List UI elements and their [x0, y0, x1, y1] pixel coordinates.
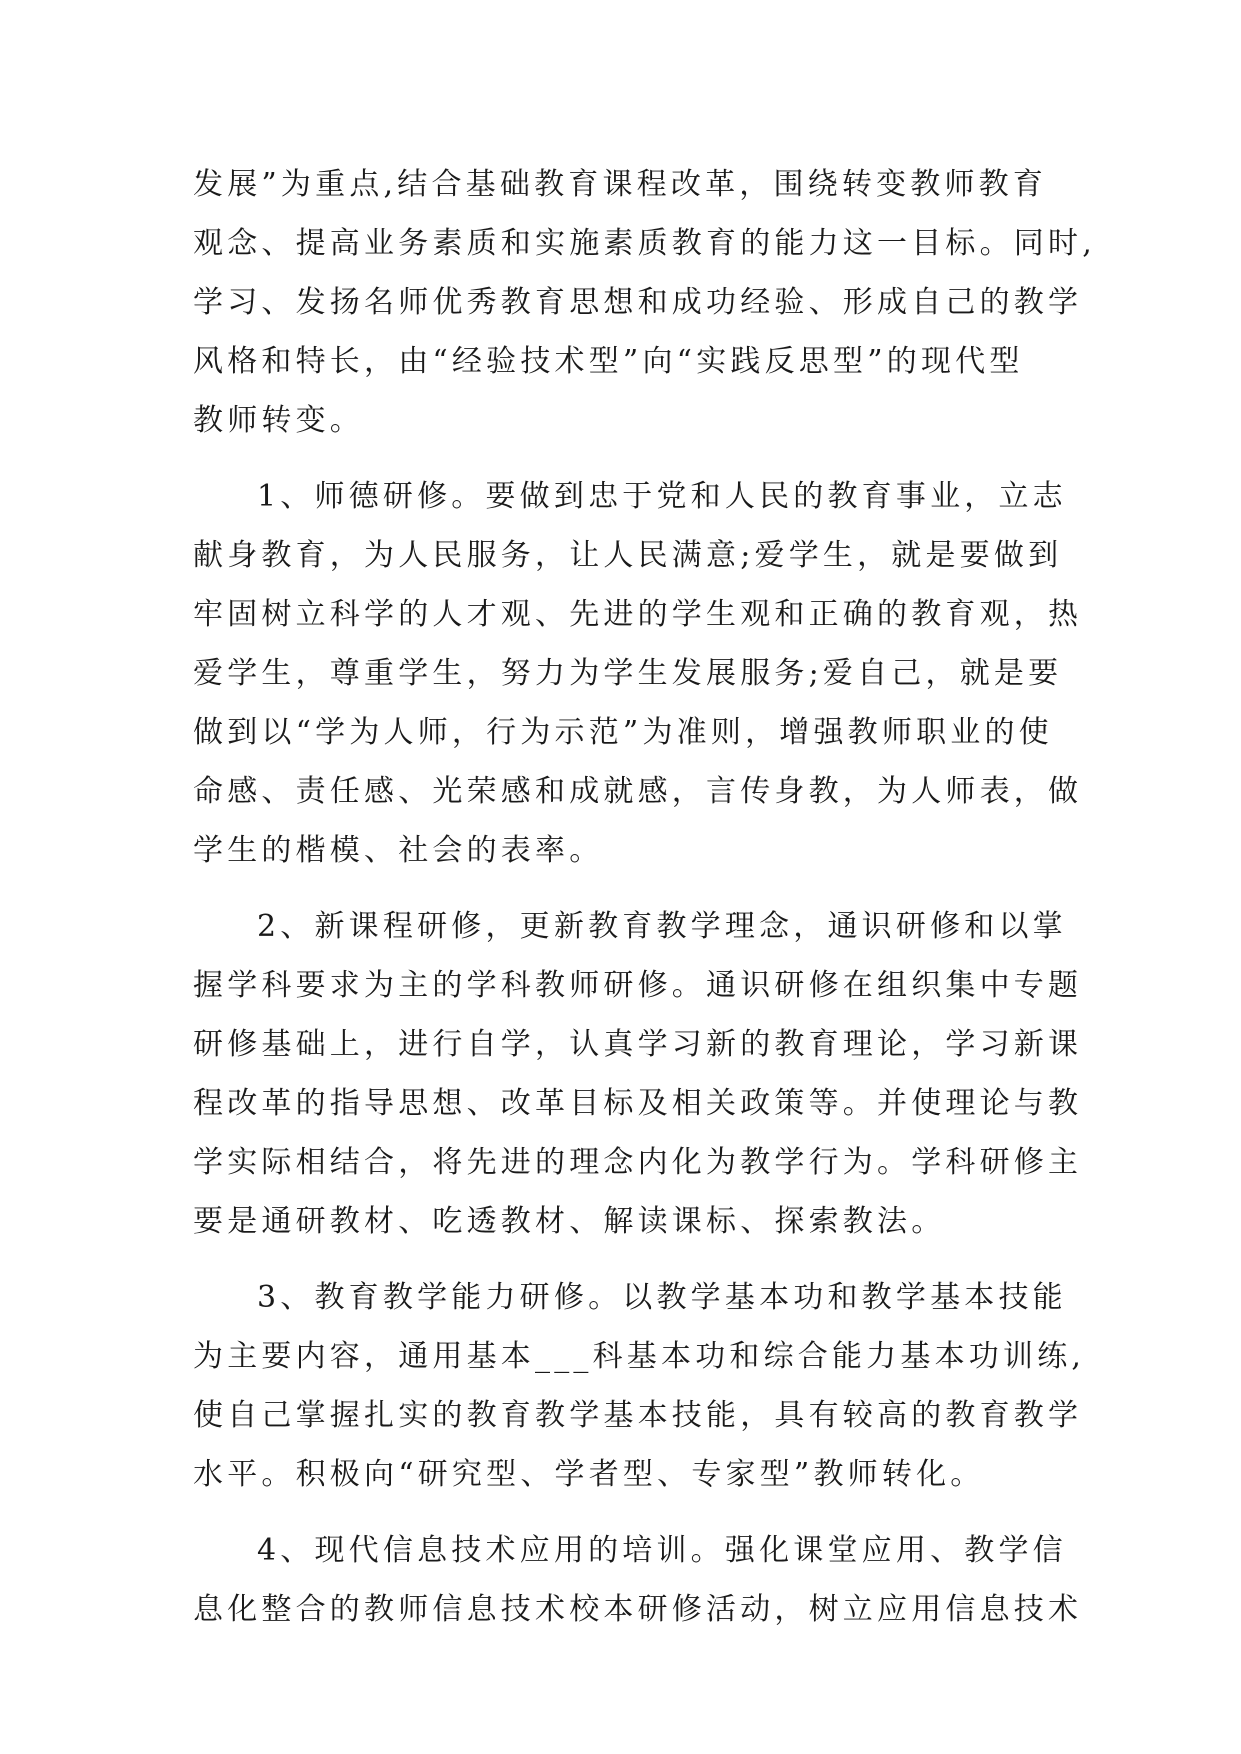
- text-line: 教师转变。: [193, 403, 364, 438]
- text-line: 4、现代信息技术应用的培训。强化课堂应用、教学信: [257, 1533, 1067, 1568]
- text-line: 学习、发扬名师优秀教育思想和成功经验、形成自己的教学: [193, 285, 1083, 320]
- text-line: 3、教育教学能力研修。以教学基本功和教学基本技能: [257, 1280, 1067, 1315]
- text-line: 牢固树立科学的人才观、先进的学生观和正确的教育观，热: [193, 597, 1083, 632]
- text-line: 献身教育，为人民服务，让人民满意;爱学生，就是要做到: [193, 538, 1063, 573]
- text-line: 使自己掌握扎实的教育教学基本技能，具有较高的教育教学: [193, 1398, 1083, 1433]
- paragraph-item-4: [193, 1521, 1083, 1639]
- text-line: 研修基础上，进行自学，认真学习新的教育理论，学习新课: [193, 1027, 1083, 1062]
- paragraph-item-3: [193, 1268, 1086, 1504]
- text-line: 为主要内容，通用基本___科基本功和综合能力基本功训练,: [193, 1339, 1086, 1374]
- text-line: 握学科要求为主的学科教师研修。通识研修在组织集中专题: [193, 968, 1083, 1003]
- text-line: 学实际相结合，将先进的理念内化为教学行为。学科研修主: [193, 1145, 1083, 1180]
- text-line: 观念、提高业务素质和实施素质教育的能力这一目标。同时,: [193, 226, 1096, 261]
- text-line: 学生的楷模、社会的表率。: [193, 833, 604, 868]
- paragraph-intro: [193, 155, 1096, 450]
- text-line: 息化整合的教师信息技术校本研修活动，树立应用信息技术: [193, 1592, 1083, 1627]
- text-line: 程改革的指导思想、改革目标及相关政策等。并使理论与教: [193, 1086, 1083, 1121]
- text-line: 做到以“学为人师，行为示范”为准则，增强教师职业的使: [193, 715, 1053, 750]
- document-body: [193, 155, 1096, 1639]
- text-line: 2、新课程研修，更新教育教学理念，通识研修和以掌: [257, 909, 1067, 944]
- paragraph-item-1: [193, 467, 1083, 880]
- text-line: 命感、责任感、光荣感和成就感，言传身教，为人师表，做: [193, 774, 1083, 809]
- text-line: 水平。积极向“研究型、学者型、专家型”教师转化。: [193, 1457, 985, 1492]
- text-line: 发展”为重点,结合基础教育课程改革，围绕转变教师教育: [193, 167, 1048, 202]
- text-line: 要是通研教材、吃透教材、解读课标、探索教法。: [193, 1204, 946, 1239]
- text-line: 风格和特长，由“经验技术型”向“实践反思型”的现代型: [193, 344, 1024, 379]
- paragraph-item-2: [193, 897, 1083, 1251]
- text-line: 1、师德研修。要做到忠于党和人民的教育事业，立志: [257, 479, 1067, 514]
- text-line: 爱学生，尊重学生，努力为学生发展服务;爱自己，就是要: [193, 656, 1063, 691]
